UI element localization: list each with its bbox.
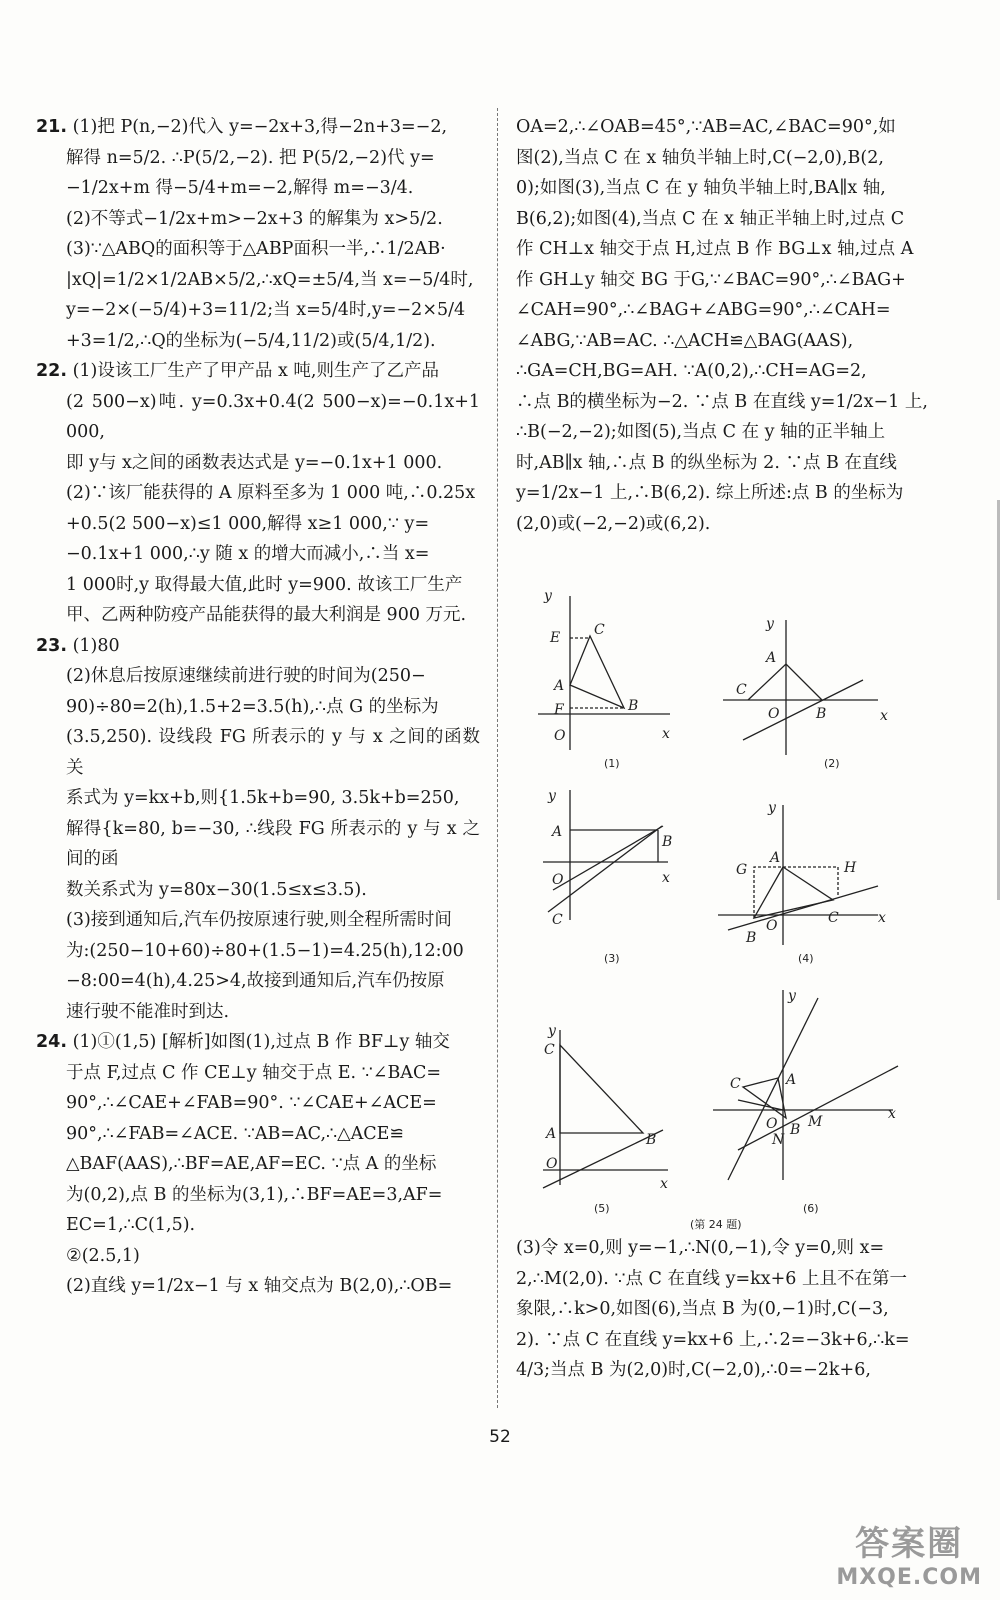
q24-line: 于点 F,过点 C 作 CE⊥y 轴交于点 E. ∵∠BAC= [66, 1062, 442, 1083]
q23-line: 为:(250−10+60)÷80+(1.5−1)=4.25(h),12:00 [66, 940, 464, 961]
right-line: y=1/2x−1 上,∴B(6,2). 综上所述:点 B 的坐标为 [516, 483, 904, 503]
fig4-label-h: H [844, 860, 857, 876]
fig4-label-b: B [746, 930, 757, 946]
q22-line: 即 y与 x之间的函数表达式是 y=−0.1x+1 000. [66, 452, 443, 473]
fig2-label-b: B [816, 706, 827, 722]
fig6-line-co [738, 1100, 783, 1110]
figure-caption: (第 24 题) [690, 1218, 742, 1230]
right-line: ∠CAH=90°,∴∠BAG+∠ABG=90°,∴∠CAH= [516, 300, 891, 320]
watermark [836, 1516, 982, 1590]
fig5-triangle [560, 1045, 643, 1133]
fig4-line [728, 886, 878, 930]
fig5-label-a: A [546, 1126, 557, 1142]
q21-line: (3)∵△ABQ的面积等于△ABP面积一半,∴1/2AB· [66, 239, 446, 259]
right-line: 象限,∴k>0,如图(6),当点 B 为(0,−1)时,C(−3, [516, 1299, 889, 1319]
q24-number: 24. [36, 1032, 68, 1052]
right-line: 作 GH⊥y 轴交 BG 于G,∵∠BAC=90°,∴∠BAG+ [516, 269, 906, 290]
fig5-label-x: x [660, 1176, 668, 1192]
q24-line: △BAF(AAS),∴BF=AE,AF=EC. ∵点 A 的坐标 [66, 1154, 437, 1174]
fig6-label-a: A [786, 1072, 797, 1088]
q23-line: (3)接到通知后,汽车仍按原速行驶,则全程所需时间 [66, 910, 452, 930]
fig5-line [543, 1130, 663, 1188]
fig4-label-o: O [766, 918, 778, 934]
fig2-label-a: A [766, 650, 777, 666]
fig5-label-b: B [646, 1132, 657, 1148]
q22-line-1: 22. (1)设该工厂生产了甲产品 x 吨,则生产了乙产品 [36, 361, 439, 381]
fig4-label-c: C [828, 910, 839, 926]
fig4-label-a: A [770, 850, 781, 866]
fig6-label-n: N [772, 1132, 785, 1148]
fig6-line-half [738, 1066, 898, 1150]
fig4-caption: (4) [798, 952, 814, 965]
fig3-line1 [548, 826, 662, 912]
q23-line: (2)休息后按原速继续前进行驶的时间为(250− [66, 666, 426, 686]
figure-1 [538, 596, 670, 750]
fig2-label-x: x [880, 708, 888, 724]
right-line: ∴点 B的横坐标为−2. ∵点 B 在直线 y=1/2x−1 上, [516, 391, 928, 412]
q23-line: (3.5,250). 设线段 FG 所表示的 y 与 x 之间的函数关 [66, 727, 480, 778]
right-line: OA=2,∴∠OAB=45°,∵AB=AC,∠BAC=90°,如 [516, 117, 896, 137]
fig6-label-x: x [888, 1106, 896, 1122]
fig2-triangle [748, 664, 822, 700]
right-line: 2,∴M(2,0). ∵点 C 在直线 y=kx+6 上且不在第一 [516, 1268, 907, 1289]
right-column-top [516, 112, 954, 539]
fig6-label-b: B [790, 1122, 801, 1138]
q24-line: (2)直线 y=1/2x−1 与 x 轴交点为 B(2,0),∴OB= [66, 1276, 453, 1296]
fig6-triangle [743, 1078, 786, 1118]
fig5-label-y: y [548, 1023, 556, 1039]
q22-line: 1 000时,y 取得最大值,此时 y=900. 故该工厂生产 [66, 574, 463, 595]
left-column [36, 112, 480, 1302]
right-column-bottom [516, 1233, 954, 1386]
right-line: 图(2),当点 C 在 x 轴负半轴上时,C(−2,0),B(2, [516, 147, 884, 168]
q21-line: |xQ|=1/2×1/2AB×5/2,∴xQ=±5/4,当 x=−5/4时, [66, 269, 474, 290]
fig3-label-x: x [662, 870, 670, 886]
q21-line: 解得 n=5/2. ∴P(5/2,−2). 把 P(5/2,−2)代 y= [66, 147, 435, 168]
fig4-label-x: x [878, 910, 886, 926]
fig2-label-c: C [736, 682, 747, 698]
fig1-label-c: C [594, 622, 605, 638]
geometry-figures [528, 590, 958, 1230]
fig3-caption: (3) [604, 952, 620, 965]
q23-line: 速行驶不能准时到达. [66, 1001, 230, 1022]
q24-line: ②(2.5,1) [66, 1245, 140, 1266]
fig4-label-g: G [736, 862, 748, 878]
q23-line: −8:00=4(h),4.25>4,故接到通知后,汽车仍按原 [66, 971, 445, 991]
right-line: 作 CH⊥x 轴交于点 H,过点 B 作 BG⊥x 轴,过点 A [516, 239, 914, 259]
fig2-caption: (2) [824, 757, 840, 770]
fig3-label-o: O [552, 872, 564, 888]
fig6-label-m: M [808, 1114, 823, 1130]
fig3-label-a: A [552, 824, 563, 840]
q24-line: 90°,∴∠FAB=∠ACE. ∵AB=AC,∴△ACE≌ [66, 1123, 405, 1144]
fig1-label-f: F [554, 702, 564, 718]
fig1-label-e: E [550, 630, 561, 646]
right-line: B(6,2);如图(4),当点 C 在 x 轴正半轴上时,过点 C [516, 208, 905, 229]
right-line: (3)令 x=0,则 y=−1,∴N(0,−1),令 y=0,则 x= [516, 1238, 885, 1258]
q24-line: 为(0,2),点 B 的坐标为(3,1),∴BF=AE=3,AF= [66, 1184, 443, 1205]
fig2-line [743, 680, 863, 740]
q23-line: 数关系式为 y=80x−30(1.5≤x≤3.5). [66, 879, 367, 900]
fig1-triangle-abc [570, 636, 624, 708]
q22-line: (2)∵该厂能获得的 A 原料至多为 1 000 吨,∴0.25x [66, 483, 476, 503]
q23-line: 解得{k=80, b=−30, ∴线段 FG 所表示的 y 与 x 之间的函 [66, 818, 480, 869]
right-line: 0);如图(3),当点 C 在 y 轴负半轴上时,BA∥x 轴, [516, 178, 886, 198]
q22-number: 22. [36, 361, 68, 381]
fig6-label-c: C [730, 1076, 741, 1092]
q22-line: +0.5(2 500−x)≤1 000,解得 x≥1 000,∵ y= [66, 513, 430, 534]
q23-line: 系式为 y=kx+b,则{1.5k+b=90, 3.5k+b=250, [66, 788, 460, 808]
q24-line: 90°,∴∠CAE+∠FAB=90°. ∵∠CAE+∠ACE= [66, 1093, 437, 1113]
fig3-label-b: B [662, 834, 673, 850]
watermark-url: MXQE.COM [836, 1565, 982, 1590]
fig1-label-x: x [662, 726, 670, 742]
q23-number: 23. [36, 635, 68, 656]
figure-3 [543, 790, 668, 920]
fig1-caption: (1) [604, 757, 620, 770]
right-line: (2,0)或(−2,−2)或(6,2). [516, 513, 711, 534]
right-line: 时,AB∥x 轴,∴点 B 的纵坐标为 2. ∵点 B 在直线 [516, 452, 897, 473]
q21-line: (2)不等式−1/2x+m>−2x+3 的解集为 x>5/2. [66, 208, 443, 229]
right-line: 2). ∵点 C 在直线 y=kx+6 上,∴2=−3k+6,∴k= [516, 1329, 910, 1350]
fig5-label-c: C [544, 1042, 555, 1058]
q23-line-1: 23. (1)80 [36, 635, 120, 656]
right-line: 4/3;当点 B 为(2,0)时,C(−2,0),∴0=−2k+6, [516, 1360, 871, 1380]
q21-number: 21. [36, 117, 68, 137]
q24-line-1: 24. (1)①(1,5) [解析]如图(1),过点 B 作 BF⊥y 轴交 [36, 1032, 450, 1052]
fig5-caption: (5) [594, 1202, 610, 1215]
fig6-line-steep [728, 998, 818, 1180]
right-line: ∴B(−2,−2);如图(5),当点 C 在 y 轴的正半轴上 [516, 422, 886, 442]
right-line: ∠ABG,∵AB=AC. ∴△ACH≌△BAG(AAS), [516, 330, 854, 351]
figure-group-q24 [528, 590, 958, 1230]
fig1-label-a: A [554, 678, 565, 694]
q23-line: 90)÷80=2(h),1.5+2=3.5(h),∴点 G 的坐标为 [66, 696, 439, 717]
fig1-label-b: B [628, 698, 639, 714]
fig2-label-o: O [768, 706, 780, 722]
fig6-caption: (6) [803, 1202, 819, 1215]
q22-line: −0.1x+1 000,∴y 随 x 的增大而减小,∴当 x= [66, 544, 430, 564]
q21-line: y=−2×(−5/4)+3=11/2;当 x=5/4时,y=−2×5/4 [66, 300, 466, 320]
q22-line: (2 500−x)吨. y=0.3x+0.4(2 500−x)=−0.1x+1 000, [66, 391, 480, 442]
fig3-label-y: y [548, 788, 556, 804]
fig2-label-y: y [766, 616, 774, 632]
fig4-label-y: y [768, 800, 776, 816]
fig6-label-y: y [788, 988, 796, 1004]
q24-line: EC=1,∴C(1,5). [66, 1215, 196, 1235]
fig5-label-o: O [546, 1156, 558, 1172]
q22-line: 甲、乙两种防疫产品能获得的最大利润是 900 万元. [66, 605, 467, 625]
page-number: 52 [489, 1427, 511, 1447]
q21-line: +3=1/2,∴Q的坐标为(−5/4,11/2)或(5/4,1/2). [66, 330, 436, 351]
q21-line-1: 21. (1)把 P(n,−2)代入 y=−2x+3,得−2n+3=−2, [36, 117, 448, 137]
fig1-label-o: O [554, 728, 566, 744]
watermark-title: 答案圈 [855, 1524, 964, 1564]
q21-line: −1/2x+m 得−5/4+m=−2,解得 m=−3/4. [66, 178, 414, 198]
figure-5 [543, 1030, 668, 1188]
right-line: ∴GA=CH,BG=AH. ∵A(0,2),∴CH=AG=2, [516, 361, 867, 381]
fig1-label-y: y [544, 590, 552, 604]
column-divider [497, 108, 498, 1408]
figure-6 [713, 990, 898, 1180]
fig6-label-o: O [766, 1116, 778, 1132]
fig3-label-c: C [552, 912, 563, 928]
